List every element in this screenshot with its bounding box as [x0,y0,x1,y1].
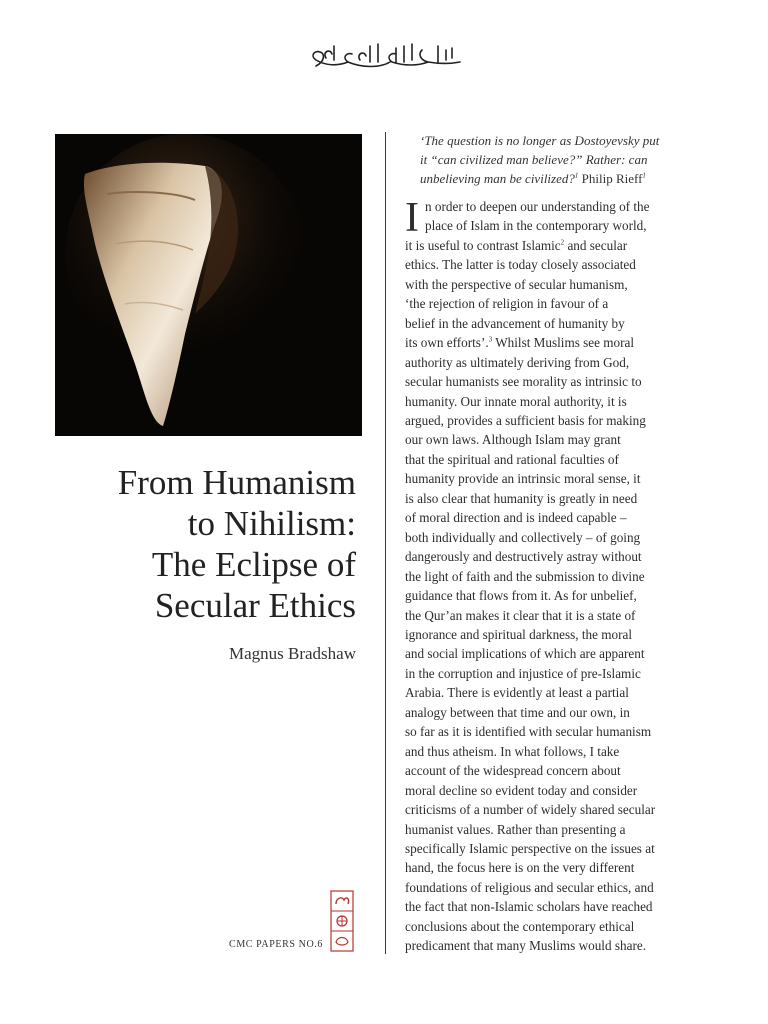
body-line: the Qur’an makes it clear that it is a state of [405,607,636,623]
body-line: and social implications of which are apparent [405,646,645,662]
footnote-mark[interactable]: 1 [574,171,579,180]
body-line: humanity. Our innate moral authority, it is [405,393,627,409]
body-line: hand, the focus here is on the very different [405,860,635,876]
footnote-mark[interactable]: 2 [560,238,565,247]
body-line: both individually and collectively – of going [405,529,641,545]
column-divider [385,132,386,954]
title-line: to Nihilism: [187,504,356,543]
footnote-mark[interactable]: 3 [488,335,493,344]
author-name: Magnus Bradshaw [228,644,356,663]
body-line: humanist values. Rather than presenting a [405,821,626,837]
body-line: foundations of religious and secular ethics, and [405,879,654,895]
body-line: ignorance and spiritual darkness, the moral [405,626,633,642]
article-title [36,462,356,626]
footnote-mark[interactable]: 1 [642,171,646,180]
epigraph [420,131,720,188]
body-line: secular humanists see morality as intrinsic to [405,374,642,390]
cmc-logo-icon [330,890,354,952]
body-line: ethics. The latter is today closely associated [405,257,636,273]
body-line: so far as it is identified with secular humanism [405,724,652,740]
body-line: our own laws. Although Islam may grant [405,432,621,448]
body-line: belief in the advancement of humanity by [405,315,625,331]
body-text [405,197,710,956]
body-line: it is useful to contrast Islamic$^2$ and secular [405,237,628,253]
body-line: guidance that flows from it. As for unbelief, [405,588,637,604]
body-line: Arabia. There is evidently at least a partial [405,685,629,701]
body-line: is also clear that humanity is greatly in need [405,490,638,506]
cave-photo [55,134,362,436]
epigraph-line: it “can civilized man believe?” Rather: can [420,152,648,167]
basmala-calligraphy [300,40,470,76]
body-line: its own efforts’.$^3$ Whilst Muslims see moral [405,335,635,351]
epigraph-attribution: Philip Rieff [581,171,643,186]
body-line: account of the widespread concern about [405,763,621,779]
body-line: conclusions about the contemporary ethical [405,918,635,934]
title-line: The Eclipse of [151,545,356,584]
body-line: ‘the rejection of religion in favour of a [405,296,609,312]
body-line: and thus atheism. In what follows, I take [405,743,620,759]
body-line: specifically Islamic perspective on the issues at [405,840,655,856]
body-line: criticisms of a number of widely shared secular [405,802,656,818]
title-line: From Humanism [117,463,356,502]
body-line: moral decline so evident today and consider [405,782,638,798]
epigraph-line: ‘The question is no longer as Dostoyevsky put [420,133,660,148]
epigraph-line: unbelieving man be civilized? [420,171,575,186]
drop-cap: I [405,195,419,241]
body-line: dangerously and destructively astray without [405,549,642,565]
body-line: that the spiritual and rational faculties of [405,451,619,467]
body-line: argued, provides a sufficient basis for making [405,412,646,428]
body-line: humanity provide an intrinsic moral sense, it [405,471,641,487]
body-line: n order to deepen our understanding of the [425,199,650,214]
series-label: CMC PAPERS NO.6 [229,939,323,950]
body-line: authority as ultimately deriving from God, [405,354,630,370]
body-line: predicament that many Muslims would share. [405,938,646,954]
body-line: the light of faith and the submission to divine [405,568,645,584]
body-line: the fact that non-Islamic scholars have reached [405,899,653,915]
body-line: analogy between that time and our own, in [405,704,630,720]
body-line: of moral direction and is indeed capable – [405,510,627,526]
body-line: place of Islam in the contemporary world, [425,218,647,234]
body-line: with the perspective of secular humanism, [405,276,628,292]
title-line: Secular Ethics [154,586,356,625]
body-line: in the corruption and injustice of pre-Islamic [405,665,641,681]
